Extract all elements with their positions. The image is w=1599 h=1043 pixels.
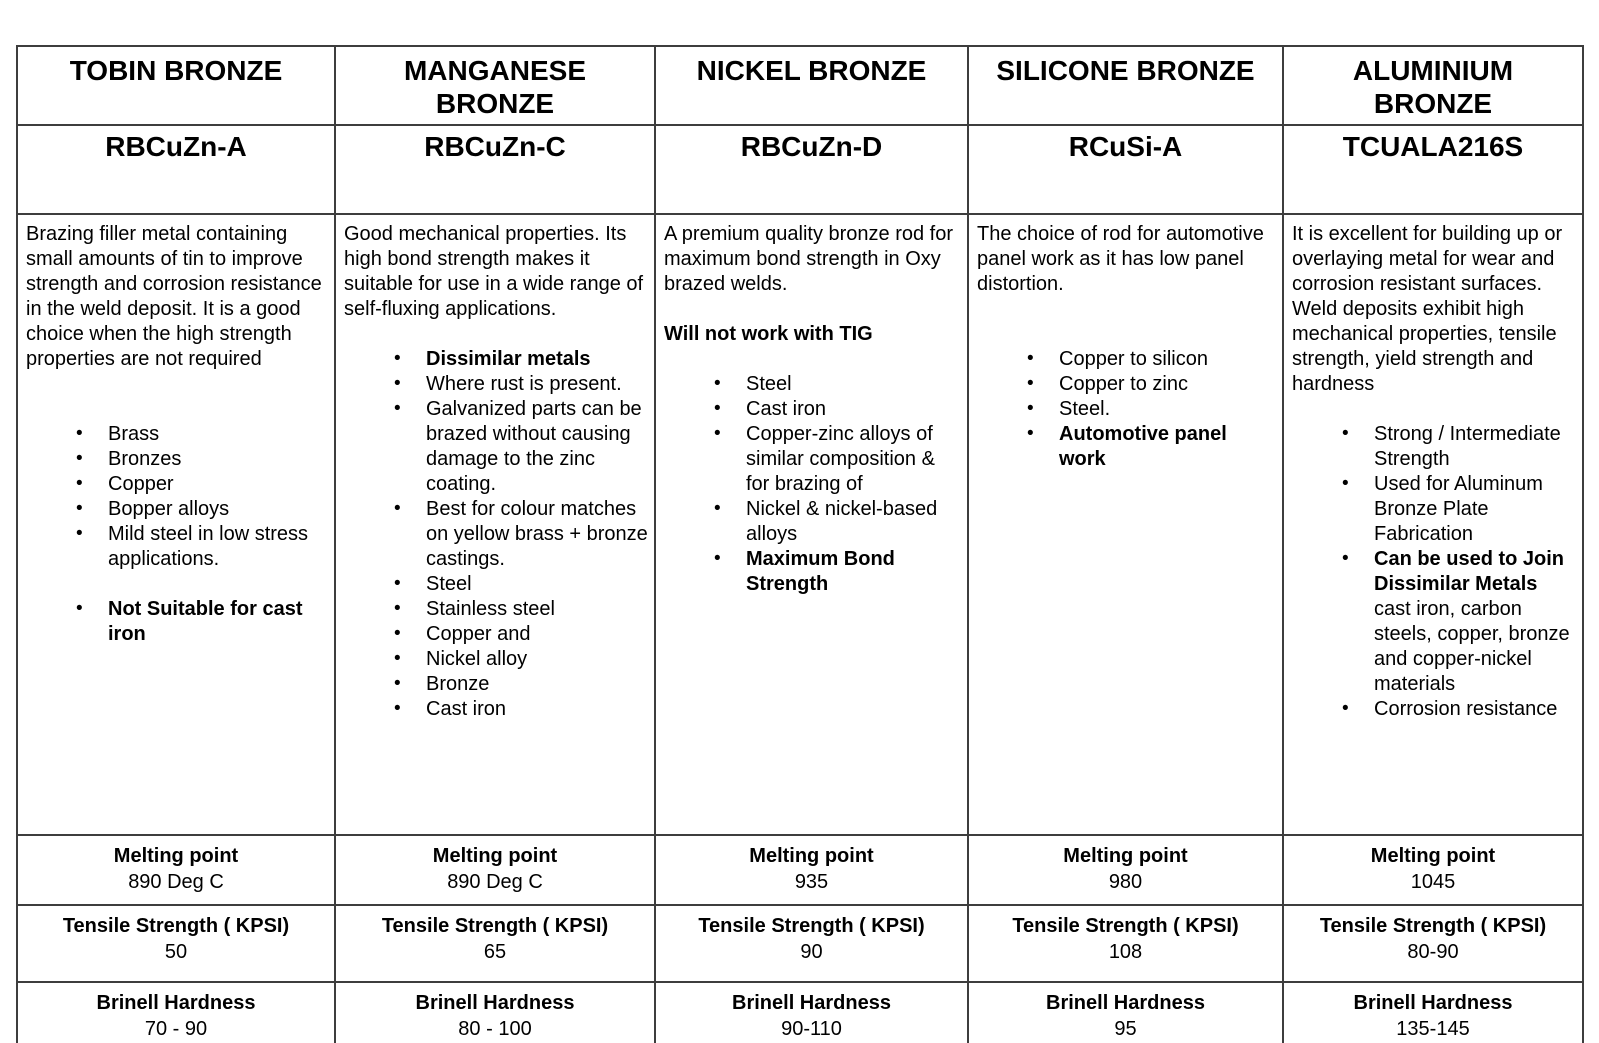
bullet-icon: • [76, 423, 83, 444]
tobin-bronze-brinell-hardness-cell [17, 982, 335, 1043]
bullet-item [1340, 422, 1576, 472]
blank-line [26, 372, 328, 397]
melting-point-value: 890 Deg C [447, 871, 543, 893]
manganese-bronze-description-cell [335, 214, 655, 835]
brinell-hardness-label: Brinell Hardness [1046, 992, 1205, 1014]
text-segment: It is excellent for building up or overlaying metal for wear and corrosion resistant surfaces. Weld deposits exhibit high mechanical properties, tensile strength, yield strength and hardness [1292, 223, 1563, 395]
silicone-bronze-description-cell [968, 214, 1283, 835]
nickel-bronze-name-cell [655, 46, 968, 125]
blank-line [26, 572, 328, 597]
aluminium-bronze-tensile-strength-cell [1283, 905, 1583, 982]
text-segment: Stainless steel [426, 598, 555, 620]
description-paragraph [664, 322, 961, 347]
description-paragraph [977, 222, 1276, 297]
text-segment: Not Suitable for cast iron [108, 598, 303, 645]
descriptions-row [17, 214, 1583, 835]
tensile-strength-value: 65 [483, 941, 507, 963]
blank-line [26, 397, 328, 422]
text-segment: Nickel alloy [426, 648, 528, 670]
bullet-icon: • [394, 398, 401, 419]
tensile-strength-label: Tensile Strength ( KPSI) [381, 915, 609, 937]
description-paragraph [1292, 222, 1576, 397]
bullet-item [392, 622, 648, 647]
bullet-icon: • [394, 698, 401, 719]
bullet-list [26, 422, 328, 572]
text-segment: Corrosion resistance [1374, 698, 1558, 720]
text-segment: Steel [746, 373, 792, 395]
melting-point-value: 935 [794, 871, 829, 893]
text-segment: Cast iron [426, 698, 507, 720]
nickel-bronze-tensile-strength-cell [655, 905, 968, 982]
bullet-icon: • [1342, 423, 1349, 444]
bullet-item [1340, 697, 1576, 722]
bullet-item [1340, 472, 1576, 547]
text-segment: Bronze [426, 673, 490, 695]
tensile-strength-value: 80-90 [1407, 941, 1459, 963]
column-title: TOBIN BRONZE [69, 55, 283, 86]
bullet-item [392, 697, 648, 722]
brinell-hardness-label: Brinell Hardness [1353, 992, 1513, 1014]
description-paragraph [26, 222, 328, 372]
bullet-icon: • [714, 398, 721, 419]
text-segment: Bronzes [108, 448, 182, 470]
tobin-bronze-description-cell [17, 214, 335, 835]
bullet-icon: • [394, 673, 401, 694]
bullet-item [392, 347, 648, 372]
text-segment: Dissimilar metals [426, 348, 591, 370]
tensile-strength-label: Tensile Strength ( KPSI) [1319, 915, 1547, 937]
text-segment: Can be used to Join Dissimilar Metals [1374, 548, 1565, 595]
bullet-item [392, 572, 648, 597]
column-title: NICKEL BRONZE [696, 55, 927, 86]
classification-code: RBCuZn-D [740, 131, 883, 162]
column-title: SILICONE BRONZE [996, 55, 1255, 86]
brinell-hardness-label: Brinell Hardness [415, 992, 575, 1014]
blank-line [344, 322, 648, 347]
text-segment: Copper to zinc [1059, 373, 1188, 395]
description-paragraph [664, 222, 961, 297]
bullet-item [392, 647, 648, 672]
bullet-icon: • [1027, 423, 1034, 444]
column-title: MANGANESE BRONZE [403, 55, 586, 119]
bullet-icon: • [1027, 348, 1034, 369]
bullet-item [74, 522, 328, 572]
manganese-bronze-melting-point-cell [335, 835, 655, 905]
text-segment: Good mechanical properties. Its high bond strength makes it suitable for use in a wide range of self-fluxing applications. [344, 223, 644, 320]
bullet-item [392, 672, 648, 697]
classification-code: RCuSi-A [1068, 131, 1183, 162]
text-segment: The choice of rod for automotive panel work as it has low panel distortion. [977, 223, 1264, 295]
bullet-icon: • [394, 648, 401, 669]
blank-line [977, 322, 1276, 347]
bullet-item [392, 372, 648, 397]
brinell-hardness-value: 135-145 [1396, 1018, 1470, 1040]
bullet-item [74, 422, 328, 447]
bullet-icon: • [394, 598, 401, 619]
text-segment: Nickel & nickel-based alloys [746, 498, 938, 545]
blank-line [664, 297, 961, 322]
text-segment: Brass [108, 423, 160, 445]
bullet-list [977, 347, 1276, 472]
description-paragraph [344, 222, 648, 322]
bullet-item [392, 497, 648, 572]
brinell-hardness-label: Brinell Hardness [732, 992, 891, 1014]
tobin-bronze-name-cell [17, 46, 335, 125]
text-segment: A premium quality bronze rod for maximum bond strength in Oxy brazed welds. [664, 223, 954, 295]
blank-line [1292, 397, 1576, 422]
bullet-item [1025, 422, 1276, 472]
bullet-icon: • [394, 348, 401, 369]
nickel-bronze-code-cell [655, 125, 968, 214]
text-segment: Copper-zinc alloys of similar composition & for brazing of [746, 423, 935, 495]
brinell-hardness-row [17, 982, 1583, 1043]
melting-point-label: Melting point [749, 845, 874, 867]
bullet-item [712, 422, 961, 497]
text-segment: Copper to silicon [1059, 348, 1208, 370]
bullet-icon: • [394, 573, 401, 594]
text-segment: Maximum Bond Strength [746, 548, 895, 595]
tensile-strength-row [17, 905, 1583, 982]
bullet-item [712, 547, 961, 597]
tensile-strength-label: Tensile Strength ( KPSI) [62, 915, 290, 937]
text-segment: Will not work with TIG [664, 323, 873, 345]
classification-code: TCUALA216S [1342, 131, 1524, 162]
tensile-strength-value: 50 [164, 941, 188, 963]
bullet-item [74, 447, 328, 472]
melting-point-label: Melting point [432, 845, 558, 867]
tobin-bronze-code-cell [17, 125, 335, 214]
bullet-icon: • [714, 373, 721, 394]
silicone-bronze-brinell-hardness-cell [968, 982, 1283, 1043]
bullet-item [74, 472, 328, 497]
aluminium-bronze-melting-point-cell [1283, 835, 1583, 905]
bullet-icon: • [394, 373, 401, 394]
classification-code: RBCuZn-A [105, 131, 247, 162]
text-segment: Brazing filler metal containing small amounts of tin to improve strength and corrosion resistance in the weld deposit. It is a good choice when the high strength properties are not required [26, 223, 322, 370]
brinell-hardness-value: 95 [1114, 1018, 1137, 1040]
text-segment: Steel. [1059, 398, 1111, 420]
nickel-bronze-melting-point-cell [655, 835, 968, 905]
bullet-icon: • [714, 423, 721, 444]
text-segment: Bopper alloys [108, 498, 230, 520]
bullet-icon: • [76, 473, 83, 494]
text-segment: Galvanized parts can be brazed without causing damage to the zinc coating. [426, 398, 642, 495]
classification-code: RBCuZn-C [424, 131, 566, 162]
classification-codes-row [17, 125, 1583, 214]
bullet-item [712, 497, 961, 547]
silicone-bronze-name-cell [968, 46, 1283, 125]
bullet-item [74, 597, 328, 647]
brinell-hardness-value: 80 - 100 [458, 1018, 532, 1040]
tobin-bronze-tensile-strength-cell [17, 905, 335, 982]
bullet-icon: • [714, 498, 721, 519]
bullet-item [392, 397, 648, 497]
bullet-item [74, 497, 328, 522]
text-segment: Steel [426, 573, 472, 595]
tensile-strength-label: Tensile Strength ( KPSI) [1012, 915, 1239, 937]
silicone-bronze-tensile-strength-cell [968, 905, 1283, 982]
bullet-icon: • [76, 598, 83, 619]
bullet-icon: • [1027, 373, 1034, 394]
bullet-item [1025, 397, 1276, 422]
blank-line [664, 347, 961, 372]
text-segment: Mild steel in low stress applications. [108, 523, 309, 570]
manganese-bronze-name-cell [335, 46, 655, 125]
column-title: ALUMINIUM BRONZE [1352, 55, 1514, 119]
bullet-list [1292, 422, 1576, 722]
bullet-icon: • [1027, 398, 1034, 419]
text-segment: Where rust is present. [426, 373, 622, 395]
text-segment: Copper and [426, 623, 531, 645]
manganese-bronze-tensile-strength-cell [335, 905, 655, 982]
brinell-hardness-label: Brinell Hardness [96, 992, 256, 1014]
bullet-icon: • [76, 498, 83, 519]
text-segment: Copper [108, 473, 174, 495]
aluminium-bronze-description-cell [1283, 214, 1583, 835]
bullet-icon: • [714, 548, 721, 569]
silicone-bronze-code-cell [968, 125, 1283, 214]
bullet-list [26, 597, 328, 647]
melting-point-value: 980 [1108, 871, 1143, 893]
bronze-comparison-table [16, 45, 1584, 1043]
bullet-icon: • [1342, 473, 1349, 494]
melting-point-row [17, 835, 1583, 905]
bullet-list [344, 347, 648, 722]
bullet-icon: • [76, 448, 83, 469]
text-segment: Strong / Intermediate Strength [1374, 423, 1561, 470]
brinell-hardness-value: 90-110 [781, 1018, 842, 1040]
bullet-item [1025, 372, 1276, 397]
text-segment: Used for Aluminum Bronze Plate Fabrication [1374, 473, 1543, 545]
nickel-bronze-brinell-hardness-cell [655, 982, 968, 1043]
tensile-strength-value: 108 [1108, 941, 1143, 963]
bullet-icon: • [76, 523, 83, 544]
aluminium-bronze-name-cell [1283, 46, 1583, 125]
melting-point-label: Melting point [1370, 845, 1496, 867]
bullet-icon: • [1342, 548, 1349, 569]
manganese-bronze-brinell-hardness-cell [335, 982, 655, 1043]
bullet-item [1025, 347, 1276, 372]
tobin-bronze-melting-point-cell [17, 835, 335, 905]
aluminium-bronze-brinell-hardness-cell [1283, 982, 1583, 1043]
nickel-bronze-description-cell [655, 214, 968, 835]
column-names-row [17, 46, 1583, 125]
melting-point-label: Melting point [1063, 845, 1188, 867]
text-segment: Best for colour matches on yellow brass + bronze castings. [426, 498, 648, 570]
silicone-bronze-melting-point-cell [968, 835, 1283, 905]
bullet-item [1340, 547, 1576, 697]
tensile-strength-label: Tensile Strength ( KPSI) [698, 915, 925, 937]
tensile-strength-value: 90 [800, 941, 823, 963]
blank-line [977, 297, 1276, 322]
melting-point-value: 1045 [1410, 871, 1456, 893]
melting-point-value: 890 Deg C [128, 871, 224, 893]
brinell-hardness-value: 70 - 90 [144, 1018, 208, 1040]
bullet-icon: • [394, 623, 401, 644]
bullet-item [712, 397, 961, 422]
text-segment: Cast iron [746, 398, 827, 420]
bullet-item [392, 597, 648, 622]
aluminium-bronze-code-cell [1283, 125, 1583, 214]
bullet-icon: • [1342, 698, 1349, 719]
text-segment: cast iron, carbon steels, copper, bronze and copper-nickel materials [1374, 598, 1570, 695]
bullet-list [664, 372, 961, 597]
manganese-bronze-code-cell [335, 125, 655, 214]
text-segment: Automotive panel work [1059, 423, 1227, 470]
bullet-item [712, 372, 961, 397]
melting-point-label: Melting point [113, 845, 239, 867]
bullet-icon: • [394, 498, 401, 519]
